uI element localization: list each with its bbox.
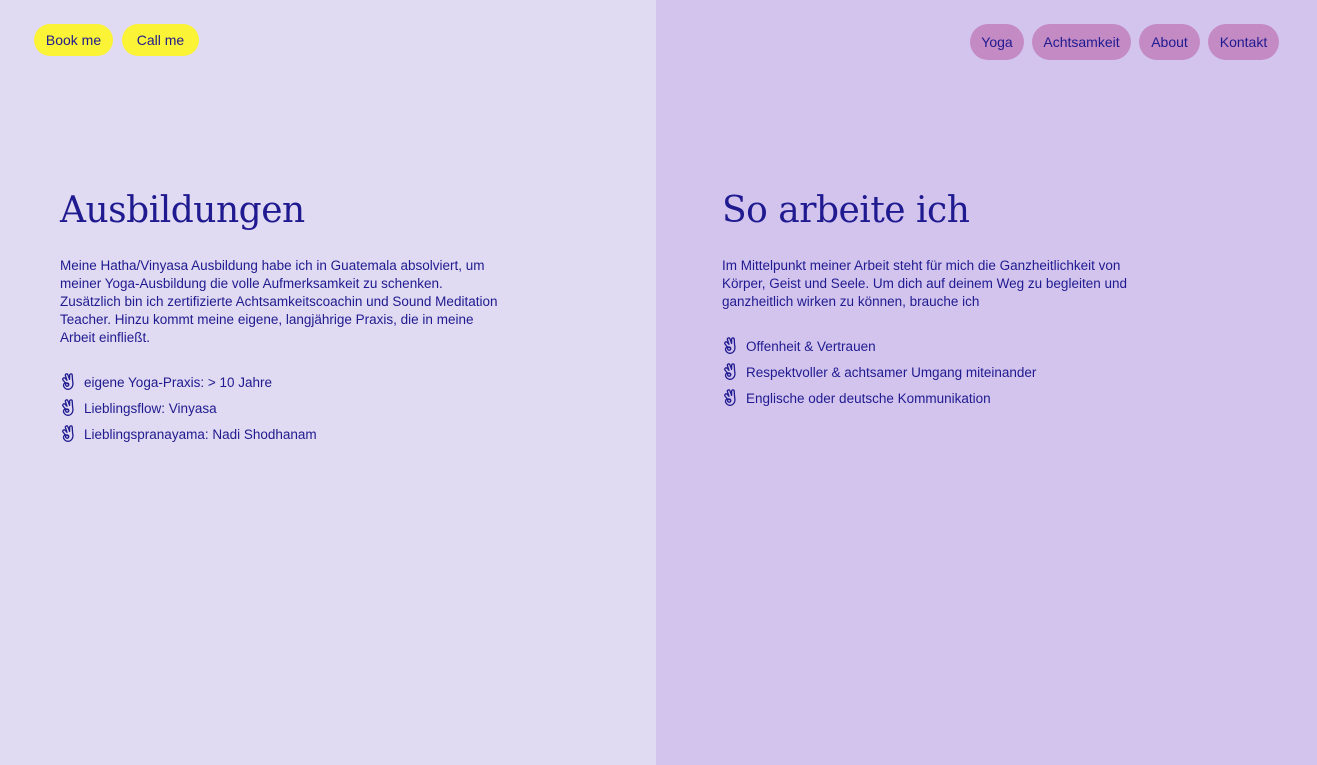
list-item xyxy=(60,369,317,395)
ok-hand-icon xyxy=(60,399,76,417)
list-item-label: Lieblingspranayama: Nadi Shodhanam xyxy=(84,426,317,442)
ok-hand-icon xyxy=(722,337,738,355)
list-item xyxy=(722,333,1036,359)
ausbildungen-list xyxy=(60,369,317,447)
list-item xyxy=(722,359,1036,385)
list-item xyxy=(722,385,1036,411)
nav-about[interactable]: About xyxy=(1139,24,1200,60)
list-item xyxy=(60,395,317,421)
book-me-button[interactable]: Book me xyxy=(34,24,113,56)
nav-kontakt[interactable]: Kontakt xyxy=(1208,24,1279,60)
call-me-button[interactable]: Call me xyxy=(122,24,199,56)
left-panel xyxy=(0,0,656,765)
ok-hand-icon xyxy=(722,363,738,381)
nav-achtsamkeit[interactable]: Achtsamkeit xyxy=(1032,24,1131,60)
list-item-label: Respektvoller & achtsamer Umgang miteinander xyxy=(746,364,1037,380)
section-title-ausbildungen: Ausbildungen xyxy=(60,190,305,231)
ok-hand-icon xyxy=(722,389,738,407)
so-arbeite-ich-list xyxy=(722,333,1036,411)
ok-hand-icon xyxy=(60,425,76,443)
ausbildungen-paragraph: Meine Hatha/Vinyasa Ausbildung habe ich in Guatemala absolviert, um meiner Yoga-Ausbildung die volle Aufmerksamkeit zu schenken. Zusätzlich bin ich zertifizierte Achtsamkeitscoachin und Sound Meditation Teacher. Hinzu kommt meine eigene, langjährige Praxis, die in meine Arbeit einfließt. xyxy=(60,258,498,345)
list-item-label: Englische oder deutsche Kommunikation xyxy=(746,390,991,406)
list-item-label: eigene Yoga-Praxis: > 10 Jahre xyxy=(84,374,273,390)
ok-hand-icon xyxy=(60,373,76,391)
list-item-label: Lieblingsflow: Vinyasa xyxy=(84,400,217,416)
nav-yoga[interactable]: Yoga xyxy=(970,24,1024,60)
right-panel xyxy=(656,0,1317,765)
so-arbeite-ich-paragraph: Im Mittelpunkt meiner Arbeit steht für mich die Ganzheitlichkeit von Körper, Geist und Seele. Um dich auf deinem Weg zu begleiten und ganzheitlich wirken zu können, brauche ich xyxy=(722,258,1127,309)
section-title-so-arbeite-ich: So arbeite ich xyxy=(722,190,970,231)
list-item xyxy=(60,421,317,447)
list-item-label: Offenheit & Vertrauen xyxy=(746,338,876,354)
